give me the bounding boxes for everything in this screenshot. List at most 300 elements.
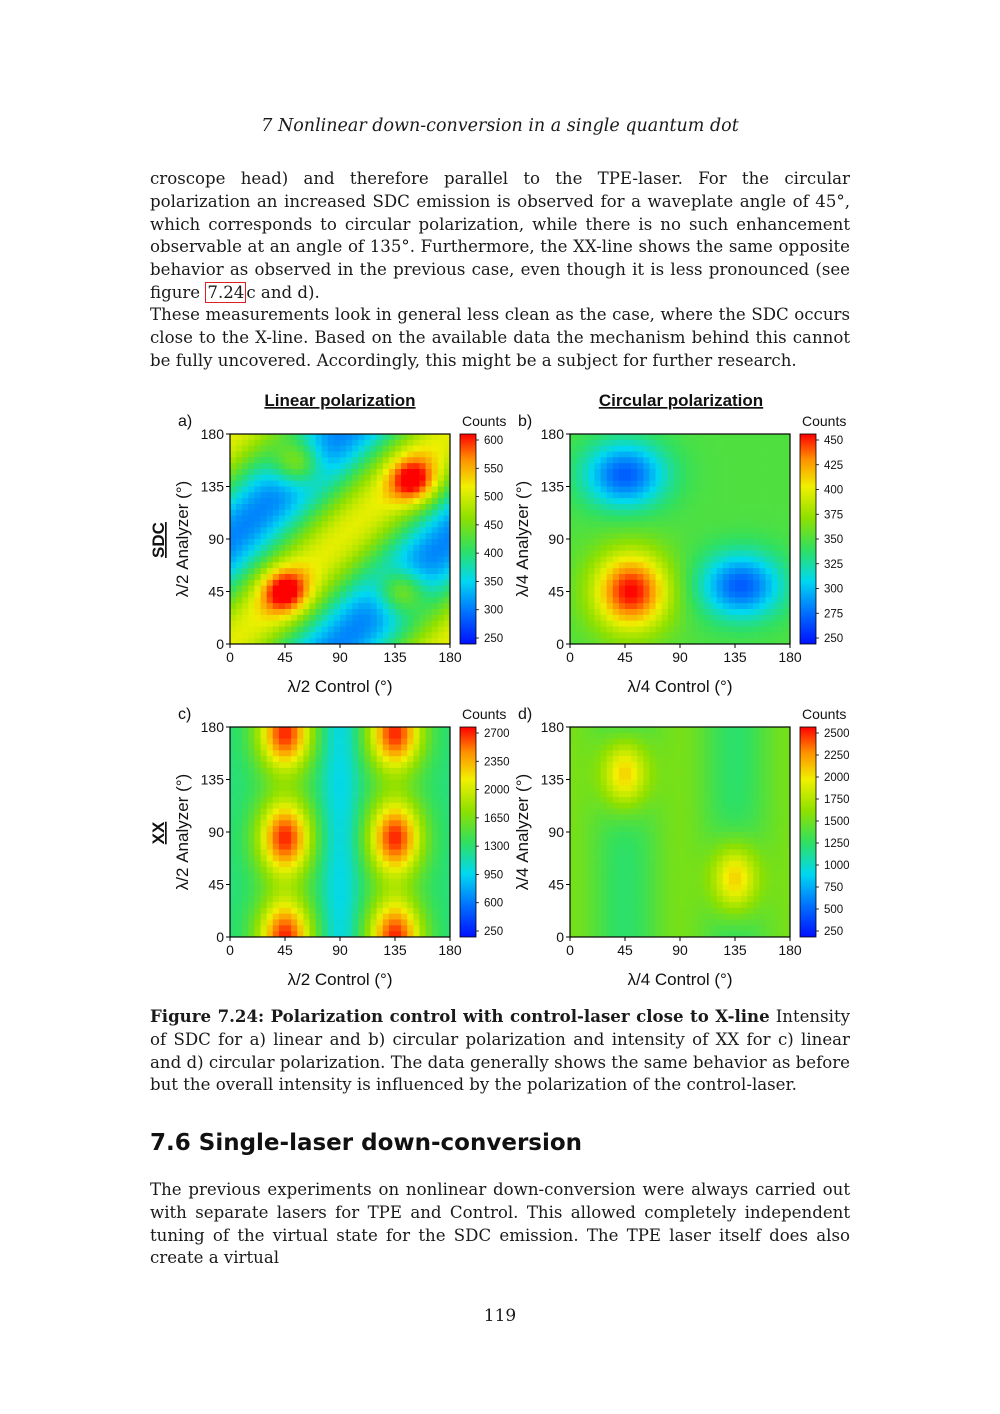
heatmap-cell bbox=[285, 434, 292, 440]
heatmap-cell bbox=[334, 768, 341, 774]
heatmap-cell bbox=[631, 574, 638, 580]
heatmap-cell bbox=[267, 574, 274, 580]
heatmap-cell bbox=[254, 791, 261, 797]
heatmap-cell bbox=[686, 727, 693, 733]
heatmap-cell bbox=[371, 739, 378, 745]
heatmap-cell bbox=[772, 492, 779, 498]
heatmap-cell bbox=[273, 452, 280, 458]
heatmap-cell bbox=[698, 516, 705, 522]
heatmap-cell bbox=[389, 733, 396, 739]
heatmap-cell bbox=[230, 580, 237, 586]
heatmap-cell bbox=[698, 457, 705, 463]
heatmap-cell bbox=[279, 873, 286, 879]
heatmap-cell bbox=[704, 574, 711, 580]
heatmap-cell bbox=[607, 826, 614, 832]
heatmap-cell bbox=[309, 516, 316, 522]
heatmap-cell bbox=[328, 855, 335, 861]
heatmap-cell bbox=[582, 597, 589, 603]
heatmap-cell bbox=[248, 774, 255, 780]
heatmap-cell bbox=[747, 475, 754, 481]
heatmap-cell bbox=[242, 527, 249, 533]
heatmap-cell bbox=[753, 452, 760, 458]
heatmap-cell bbox=[656, 574, 663, 580]
heatmap-cell bbox=[662, 533, 669, 539]
heatmap-cell bbox=[328, 785, 335, 791]
heatmap-cell bbox=[759, 481, 766, 487]
heatmap-cell bbox=[236, 603, 243, 609]
heatmap-cell bbox=[668, 545, 675, 551]
x-axis-label: λ/2 Control (°) bbox=[287, 677, 393, 696]
heatmap-cell bbox=[328, 440, 335, 446]
heatmap-cell bbox=[371, 551, 378, 557]
heatmap-cell bbox=[328, 861, 335, 867]
heatmap-cell bbox=[668, 557, 675, 563]
heatmap-cell bbox=[297, 861, 304, 867]
heatmap-cell bbox=[631, 850, 638, 856]
heatmap-cell bbox=[328, 487, 335, 493]
heatmap-cell bbox=[637, 562, 644, 568]
heatmap-cell bbox=[358, 498, 365, 504]
heatmap-cell bbox=[649, 580, 656, 586]
heatmap-cell bbox=[334, 562, 341, 568]
heatmap-cell bbox=[778, 527, 785, 533]
heatmap-cell bbox=[297, 896, 304, 902]
heatmap-cell bbox=[594, 815, 601, 821]
heatmap-cell bbox=[309, 780, 316, 786]
heatmap-cell bbox=[668, 539, 675, 545]
heatmap-cell bbox=[717, 820, 724, 826]
heatmap-cell bbox=[656, 516, 663, 522]
heatmap-cell bbox=[607, 815, 614, 821]
heatmap-cell bbox=[267, 516, 274, 522]
heatmap-cell bbox=[649, 762, 656, 768]
heatmap-cell bbox=[619, 434, 626, 440]
heatmap-cell bbox=[674, 803, 681, 809]
heatmap-cell bbox=[649, 838, 656, 844]
heatmap-cell bbox=[631, 510, 638, 516]
heatmap-cell bbox=[267, 632, 274, 638]
heatmap-cell bbox=[759, 768, 766, 774]
heatmap-cell bbox=[582, 733, 589, 739]
heatmap-cell bbox=[588, 557, 595, 563]
heatmap-cell bbox=[407, 925, 414, 931]
heatmap-cell bbox=[316, 516, 323, 522]
heatmap-cell bbox=[358, 492, 365, 498]
heatmap-cell bbox=[631, 820, 638, 826]
heatmap-cell bbox=[766, 516, 773, 522]
heatmap-cell bbox=[309, 475, 316, 481]
heatmap-cell bbox=[662, 522, 669, 528]
heatmap-cell bbox=[230, 750, 237, 756]
heatmap-cell bbox=[230, 797, 237, 803]
heatmap-cell bbox=[711, 838, 718, 844]
heatmap-cell bbox=[698, 844, 705, 850]
heatmap-cell bbox=[364, 568, 371, 574]
heatmap-cell bbox=[340, 780, 347, 786]
heatmap-cell bbox=[759, 815, 766, 821]
heatmap-cell bbox=[248, 756, 255, 762]
heatmap-cell bbox=[419, 867, 426, 873]
heatmap-cell bbox=[340, 562, 347, 568]
heatmap-cell bbox=[261, 533, 268, 539]
heatmap-cell bbox=[692, 797, 699, 803]
heatmap-cell bbox=[309, 890, 316, 896]
heatmap-cell bbox=[267, 727, 274, 733]
paragraph-2: These measurements look in general less clean as the case, where the SDC occurs close to the X-line. Based on the available data the mechanism behind this cannot be fully uncovered. Accordingly, this might be a subject for further research. bbox=[150, 305, 850, 370]
heatmap-cell bbox=[759, 475, 766, 481]
heatmap-cell bbox=[698, 615, 705, 621]
heatmap-cell bbox=[242, 768, 249, 774]
heatmap-cell bbox=[656, 797, 663, 803]
heatmap-cell bbox=[601, 627, 608, 633]
heatmap-cell bbox=[772, 586, 779, 592]
heatmap-cell bbox=[383, 750, 390, 756]
heatmap-cell bbox=[601, 815, 608, 821]
heatmap-cell bbox=[438, 621, 445, 627]
heatmap-cell bbox=[778, 592, 785, 598]
heatmap-cell bbox=[656, 580, 663, 586]
heatmap-cell bbox=[401, 920, 408, 926]
heatmap-cell bbox=[395, 739, 402, 745]
heatmap-cell bbox=[588, 873, 595, 879]
heatmap-cell bbox=[254, 498, 261, 504]
heatmap-cell bbox=[601, 873, 608, 879]
heatmap-cell bbox=[358, 574, 365, 580]
heatmap-cell bbox=[625, 621, 632, 627]
heatmap-cell bbox=[261, 844, 268, 850]
heatmap-cell bbox=[778, 574, 785, 580]
heatmap-cell bbox=[594, 522, 601, 528]
heatmap-cell bbox=[419, 492, 426, 498]
heatmap-cell bbox=[735, 867, 742, 873]
heatmap-cell bbox=[637, 844, 644, 850]
heatmap-cell bbox=[692, 809, 699, 815]
heatmap-cell bbox=[649, 873, 656, 879]
heatmap-cell bbox=[778, 861, 785, 867]
heatmap-cell bbox=[328, 768, 335, 774]
heatmap-cell bbox=[364, 562, 371, 568]
heatmap-cell bbox=[735, 727, 742, 733]
heatmap-cell bbox=[601, 457, 608, 463]
heatmap-cell bbox=[279, 446, 286, 452]
heatmap-cell bbox=[766, 446, 773, 452]
heatmap-cell bbox=[383, 914, 390, 920]
colorbar bbox=[460, 434, 476, 644]
heatmap-cell bbox=[267, 487, 274, 493]
heatmap-cell bbox=[619, 510, 626, 516]
heatmap-cell bbox=[607, 452, 614, 458]
heatmap-cell bbox=[643, 516, 650, 522]
heatmap-cell bbox=[698, 745, 705, 751]
heatmap-cell bbox=[438, 774, 445, 780]
heatmap-cell bbox=[594, 539, 601, 545]
heatmap-cell bbox=[230, 826, 237, 832]
heatmap-cell bbox=[711, 727, 718, 733]
heatmap-cell bbox=[236, 551, 243, 557]
heatmap-cell bbox=[346, 908, 353, 914]
heatmap-cell bbox=[594, 603, 601, 609]
heatmap-cell bbox=[741, 475, 748, 481]
heatmap-cell bbox=[704, 850, 711, 856]
heatmap-cell bbox=[432, 797, 439, 803]
heatmap-cell bbox=[772, 768, 779, 774]
heatmap-cell bbox=[291, 539, 298, 545]
x-tick-label: 45 bbox=[277, 942, 293, 958]
heatmap-cell bbox=[772, 539, 779, 545]
heatmap-cell bbox=[723, 627, 730, 633]
heatmap-cell bbox=[377, 487, 384, 493]
heatmap-cell bbox=[625, 452, 632, 458]
heatmap-cell bbox=[649, 809, 656, 815]
heatmap-cell bbox=[389, 580, 396, 586]
heatmap-cell bbox=[625, 838, 632, 844]
heatmap-cell bbox=[637, 832, 644, 838]
heatmap-cell bbox=[303, 762, 310, 768]
heatmap-cell bbox=[601, 867, 608, 873]
heatmap-cell bbox=[340, 603, 347, 609]
heatmap-cell bbox=[680, 545, 687, 551]
heatmap-cell bbox=[316, 452, 323, 458]
heatmap-cell bbox=[668, 791, 675, 797]
heatmap-cell bbox=[753, 861, 760, 867]
heatmap-cell bbox=[322, 739, 329, 745]
heatmap-cell bbox=[328, 457, 335, 463]
heatmap-cell bbox=[649, 739, 656, 745]
heatmap-cell bbox=[594, 861, 601, 867]
heatmap-cell bbox=[407, 469, 414, 475]
heatmap-cell bbox=[371, 803, 378, 809]
heatmap-cell bbox=[358, 522, 365, 528]
heatmap-cell bbox=[778, 516, 785, 522]
heatmap-cell bbox=[316, 727, 323, 733]
heatmap-cell bbox=[704, 510, 711, 516]
heatmap-cell bbox=[303, 768, 310, 774]
heatmap-cell bbox=[601, 803, 608, 809]
heatmap-cell bbox=[432, 803, 439, 809]
heatmap-cell bbox=[772, 434, 779, 440]
heatmap-cell bbox=[601, 762, 608, 768]
heatmap-cell bbox=[438, 762, 445, 768]
heatmap-cell bbox=[594, 820, 601, 826]
heatmap-cell bbox=[613, 820, 620, 826]
heatmap-cell bbox=[303, 562, 310, 568]
heatmap-cell bbox=[619, 568, 626, 574]
heatmap-cell bbox=[297, 452, 304, 458]
figure-reference-link[interactable]: 7.24 bbox=[207, 282, 245, 302]
heatmap-cell bbox=[261, 768, 268, 774]
heatmap-cell bbox=[328, 762, 335, 768]
heatmap-cell bbox=[309, 440, 316, 446]
heatmap-cell bbox=[772, 504, 779, 510]
heatmap-cell bbox=[747, 739, 754, 745]
heatmap-cell bbox=[741, 768, 748, 774]
heatmap-cell bbox=[674, 527, 681, 533]
heatmap-cell bbox=[309, 457, 316, 463]
heatmap-cell bbox=[631, 861, 638, 867]
heatmap-cell bbox=[778, 615, 785, 621]
heatmap-cell bbox=[279, 745, 286, 751]
heatmap-cell bbox=[340, 446, 347, 452]
heatmap-cell bbox=[248, 914, 255, 920]
heatmap-cell bbox=[340, 632, 347, 638]
heatmap-cell bbox=[401, 797, 408, 803]
heatmap-cell bbox=[309, 498, 316, 504]
heatmap-cell bbox=[686, 597, 693, 603]
heatmap-cell bbox=[686, 739, 693, 745]
heatmap-cell bbox=[729, 879, 736, 885]
heatmap-cell bbox=[637, 861, 644, 867]
heatmap-cell bbox=[267, 820, 274, 826]
heatmap-cell bbox=[395, 603, 402, 609]
colorbar-tick-label: 275 bbox=[824, 608, 844, 621]
heatmap-cell bbox=[643, 586, 650, 592]
heatmap-cell bbox=[309, 820, 316, 826]
heatmap-cell bbox=[383, 826, 390, 832]
heatmap-cell bbox=[711, 562, 718, 568]
heatmap-cell bbox=[358, 469, 365, 475]
heatmap-cell bbox=[680, 756, 687, 762]
heatmap-cell bbox=[656, 492, 663, 498]
heatmap-cell bbox=[389, 832, 396, 838]
heatmap-cell bbox=[723, 615, 730, 621]
heatmap-cell bbox=[759, 551, 766, 557]
heatmap-cell bbox=[328, 902, 335, 908]
heatmap-cell bbox=[395, 568, 402, 574]
heatmap-cell bbox=[273, 750, 280, 756]
heatmap-cell bbox=[316, 603, 323, 609]
heatmap-cell bbox=[698, 861, 705, 867]
heatmap-cell bbox=[766, 809, 773, 815]
heatmap-cell bbox=[395, 902, 402, 908]
heatmap-cell bbox=[438, 440, 445, 446]
heatmap-cell bbox=[766, 557, 773, 563]
heatmap-cell bbox=[401, 780, 408, 786]
heatmap-cell bbox=[413, 469, 420, 475]
heatmap-cell bbox=[309, 803, 316, 809]
heatmap-cell bbox=[364, 603, 371, 609]
heatmap-cell bbox=[267, 756, 274, 762]
heatmap-cell bbox=[698, 815, 705, 821]
heatmap-cell bbox=[230, 850, 237, 856]
heatmap-cell bbox=[619, 861, 626, 867]
heatmap-cell bbox=[686, 797, 693, 803]
heatmap-cell bbox=[570, 562, 577, 568]
heatmap-cell bbox=[692, 597, 699, 603]
heatmap-cell bbox=[358, 838, 365, 844]
heatmap-cell bbox=[236, 750, 243, 756]
heatmap-cell bbox=[413, 492, 420, 498]
heatmap-cell bbox=[346, 925, 353, 931]
heatmap-cell bbox=[729, 727, 736, 733]
heatmap-cell bbox=[778, 609, 785, 615]
heatmap-cell bbox=[692, 832, 699, 838]
heatmap-cell bbox=[364, 609, 371, 615]
heatmap-cell bbox=[594, 580, 601, 586]
heatmap-cell bbox=[358, 621, 365, 627]
heatmap-cell bbox=[346, 850, 353, 856]
heatmap-cell bbox=[729, 551, 736, 557]
heatmap-cell bbox=[735, 768, 742, 774]
heatmap-cell bbox=[358, 592, 365, 598]
heatmap-cell bbox=[401, 925, 408, 931]
heatmap-cell bbox=[426, 908, 433, 914]
heatmap-cell bbox=[607, 609, 614, 615]
heatmap-cell bbox=[438, 533, 445, 539]
heatmap-cell bbox=[607, 457, 614, 463]
heatmap-cell bbox=[704, 727, 711, 733]
heatmap-cell bbox=[637, 739, 644, 745]
heatmap-cell bbox=[753, 621, 760, 627]
heatmap-cell bbox=[334, 850, 341, 856]
heatmap-cell bbox=[334, 475, 341, 481]
heatmap-cell bbox=[340, 545, 347, 551]
heatmap-cell bbox=[236, 785, 243, 791]
heatmap-cell bbox=[747, 516, 754, 522]
heatmap-cell bbox=[297, 504, 304, 510]
heatmap-cell bbox=[778, 627, 785, 633]
heatmap-cell bbox=[432, 551, 439, 557]
heatmap-cell bbox=[607, 785, 614, 791]
heatmap-cell bbox=[717, 727, 724, 733]
heatmap-cell bbox=[316, 844, 323, 850]
heatmap-cell bbox=[588, 832, 595, 838]
heatmap-cell bbox=[236, 498, 243, 504]
heatmap-cell bbox=[322, 815, 329, 821]
heatmap-cell bbox=[692, 475, 699, 481]
heatmap-cell bbox=[316, 533, 323, 539]
heatmap-cell bbox=[309, 492, 316, 498]
heatmap-cell bbox=[729, 446, 736, 452]
heatmap-cell bbox=[383, 896, 390, 902]
heatmap-cell bbox=[686, 481, 693, 487]
heatmap-cell bbox=[570, 861, 577, 867]
heatmap-cell bbox=[717, 504, 724, 510]
heatmap-cell bbox=[643, 527, 650, 533]
heatmap-cell bbox=[643, 733, 650, 739]
heatmap-cell bbox=[637, 487, 644, 493]
heatmap-cell bbox=[248, 533, 255, 539]
y-tick-label: 90 bbox=[548, 531, 564, 547]
heatmap-cell bbox=[668, 440, 675, 446]
heatmap-cell bbox=[236, 527, 243, 533]
heatmap-cell bbox=[674, 592, 681, 598]
heatmap-cell bbox=[389, 762, 396, 768]
heatmap-cell bbox=[778, 803, 785, 809]
heatmap-cell bbox=[729, 838, 736, 844]
heatmap-cell bbox=[407, 586, 414, 592]
heatmap-cell bbox=[668, 492, 675, 498]
heatmap-cell bbox=[322, 551, 329, 557]
heatmap-cell bbox=[419, 615, 426, 621]
heatmap-cell bbox=[419, 557, 426, 563]
heatmap-cell bbox=[383, 498, 390, 504]
heatmap-cell bbox=[297, 815, 304, 821]
heatmap-cell bbox=[643, 820, 650, 826]
heatmap-cell bbox=[588, 803, 595, 809]
heatmap-cell bbox=[413, 516, 420, 522]
heatmap-cell bbox=[395, 457, 402, 463]
heatmap-cell bbox=[358, 780, 365, 786]
heatmap-cell bbox=[711, 739, 718, 745]
heatmap-cell bbox=[588, 750, 595, 756]
heatmap-cell bbox=[426, 925, 433, 931]
heatmap-cell bbox=[766, 756, 773, 762]
heatmap-cell bbox=[297, 739, 304, 745]
heatmap-cell bbox=[570, 774, 577, 780]
heatmap-cell bbox=[741, 756, 748, 762]
heatmap-cell bbox=[267, 562, 274, 568]
heatmap-cell bbox=[625, 551, 632, 557]
